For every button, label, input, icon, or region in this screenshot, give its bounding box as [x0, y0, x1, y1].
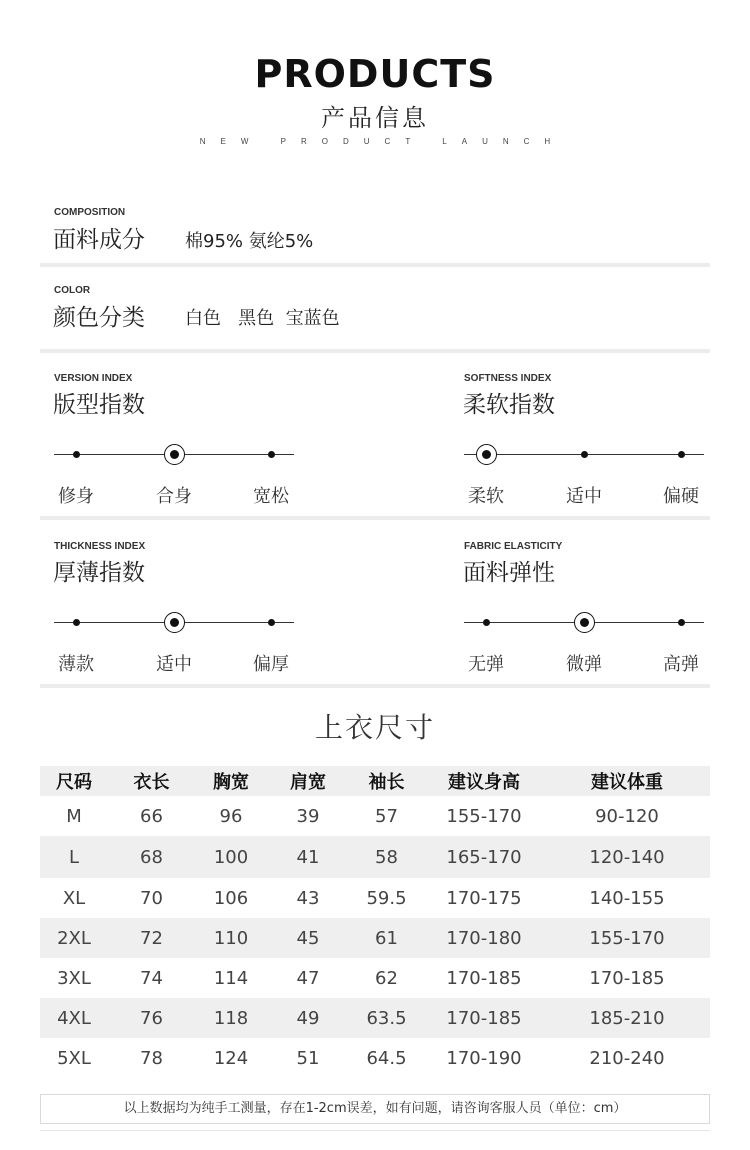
table-cell: 43 — [296, 887, 320, 909]
table-cell: 58 — [349, 836, 424, 878]
table-cell: 63.5 — [349, 998, 424, 1038]
table-cell: 124 — [213, 1047, 249, 1069]
table-cell: 62 — [375, 967, 398, 989]
scale-option-label: 合身 — [156, 486, 192, 507]
size-table-header-cell: 袖长 — [349, 766, 424, 796]
size-table-header-cell: 胸宽 — [195, 766, 267, 796]
scale-selected-marker — [574, 612, 595, 633]
scale-option-label: 无弹 — [468, 654, 504, 675]
table-cell: 170-185 — [446, 967, 522, 989]
page-title: PRODUCTS — [254, 52, 496, 96]
composition-en-label: COMPOSITION — [54, 207, 126, 218]
scale-option-label: 宽松 — [253, 486, 289, 507]
scale-option-label: 偏硬 — [663, 486, 699, 507]
table-cell: 170-175 — [446, 887, 522, 909]
table-cell: 155-170 — [446, 805, 522, 827]
table-cell: 4XL — [40, 998, 108, 1038]
table-cell: 49 — [267, 998, 349, 1038]
version-index-scale — [54, 443, 294, 507]
color-value: 白色 黑色 宝蓝色 — [185, 308, 340, 329]
table-cell: 78 — [140, 1047, 163, 1069]
softness-index-en-label: SOFTNESS INDEX — [464, 373, 552, 384]
table-cell: 155-170 — [544, 918, 710, 958]
table-cell: 39 — [296, 805, 320, 827]
table-cell: XL — [62, 887, 86, 909]
version-index-zh-label: 版型指数 — [53, 392, 145, 418]
scale-dot — [678, 451, 685, 458]
size-table-header-cell: 建议体重 — [544, 766, 710, 796]
table-cell: 76 — [108, 998, 195, 1038]
table-cell: 118 — [195, 998, 267, 1038]
table-cell: 47 — [296, 967, 320, 989]
scale-dot — [73, 619, 80, 626]
version-index-en-label: VERSION INDEX — [54, 373, 133, 384]
table-cell: 5XL — [57, 1047, 91, 1069]
table-cell: 51 — [296, 1047, 320, 1069]
size-table-header-cell: 建议身高 — [424, 766, 544, 796]
table-cell: 66 — [140, 805, 163, 827]
table-cell: 64.5 — [366, 1047, 407, 1069]
thickness-index-en-label: THICKNESS INDEX — [54, 541, 146, 552]
composition-value: 棉95% 氨纶5% — [185, 231, 314, 252]
table-cell: 61 — [349, 918, 424, 958]
table-cell: 210-240 — [589, 1047, 665, 1069]
scale-dot — [268, 451, 275, 458]
size-table-header — [40, 766, 710, 796]
section-divider — [40, 263, 710, 267]
scale-dot — [678, 619, 685, 626]
table-cell: 2XL — [40, 918, 108, 958]
scale-option-label: 薄款 — [58, 654, 94, 675]
table-cell: 74 — [140, 967, 163, 989]
table-cell: 96 — [219, 805, 243, 827]
table-cell: 120-140 — [544, 836, 710, 878]
table-cell: 3XL — [57, 967, 91, 989]
page-subtitle: 产品信息 — [321, 104, 429, 132]
size-table-header-cell: 肩宽 — [267, 766, 349, 796]
table-cell: 68 — [108, 836, 195, 878]
scale-option-label: 高弹 — [663, 654, 699, 675]
table-row — [40, 796, 710, 836]
table-cell: 140-155 — [589, 887, 665, 909]
table-cell: 45 — [267, 918, 349, 958]
scale-selected-marker — [164, 444, 185, 465]
scale-option-label: 柔软 — [468, 486, 504, 507]
table-cell: 70 — [140, 887, 163, 909]
table-cell: 170-185 — [424, 998, 544, 1038]
size-table-title: 上衣尺寸 — [314, 711, 435, 744]
elasticity-index-en-label: FABRIC ELASTICITY — [464, 541, 563, 552]
scale-option-label: 适中 — [566, 486, 602, 507]
table-cell: 114 — [213, 967, 249, 989]
scale-dot — [268, 619, 275, 626]
table-row — [40, 918, 710, 958]
scale-selected-marker — [476, 444, 497, 465]
section-divider — [40, 349, 710, 353]
elasticity-index-scale — [464, 611, 704, 675]
thickness-index-scale — [54, 611, 294, 675]
scale-option-label: 微弹 — [566, 654, 602, 675]
table-cell: 170-190 — [446, 1047, 522, 1069]
scale-option-label: 适中 — [156, 654, 192, 675]
table-cell: M — [66, 805, 82, 827]
table-cell: 185-210 — [544, 998, 710, 1038]
elasticity-index-zh-label: 面料弹性 — [463, 560, 555, 586]
section-divider — [40, 684, 710, 688]
table-row — [40, 958, 710, 998]
table-cell: 110 — [195, 918, 267, 958]
scale-dot — [73, 451, 80, 458]
softness-index-zh-label: 柔软指数 — [463, 392, 555, 418]
scale-selected-marker — [164, 612, 185, 633]
color-en-label: COLOR — [54, 285, 91, 296]
scale-dot — [581, 451, 588, 458]
table-row — [40, 836, 710, 878]
size-table — [40, 766, 710, 1078]
table-cell: 170-180 — [424, 918, 544, 958]
table-cell: L — [40, 836, 108, 878]
table-cell: 170-185 — [589, 967, 665, 989]
scale-option-label: 修身 — [58, 486, 94, 507]
page-tagline: NEW PRODUCT LAUNCH — [199, 137, 566, 146]
size-table-header-cell: 衣长 — [108, 766, 195, 796]
table-row — [40, 1038, 710, 1078]
size-table-header-cell: 尺码 — [40, 766, 108, 796]
color-zh-label: 颜色分类 — [53, 305, 145, 331]
section-divider — [40, 516, 710, 520]
table-row — [40, 878, 710, 918]
thickness-index-zh-label: 厚薄指数 — [53, 560, 145, 586]
table-cell: 100 — [195, 836, 267, 878]
measurement-note: 以上数据均为纯手工测量，存在1-2cm误差，如有问题，请咨询客服人员（单位：cm） — [40, 1094, 710, 1124]
softness-index-scale — [464, 443, 704, 507]
table-cell: 90-120 — [595, 805, 659, 827]
table-cell: 59.5 — [366, 887, 407, 909]
table-cell: 165-170 — [424, 836, 544, 878]
bottom-divider — [40, 1130, 710, 1131]
composition-zh-label: 面料成分 — [53, 227, 145, 253]
table-cell: 106 — [213, 887, 249, 909]
table-cell: 72 — [108, 918, 195, 958]
table-cell: 57 — [375, 805, 398, 827]
table-row — [40, 998, 710, 1038]
scale-option-label: 偏厚 — [253, 654, 289, 675]
table-cell: 41 — [267, 836, 349, 878]
scale-dot — [483, 619, 490, 626]
